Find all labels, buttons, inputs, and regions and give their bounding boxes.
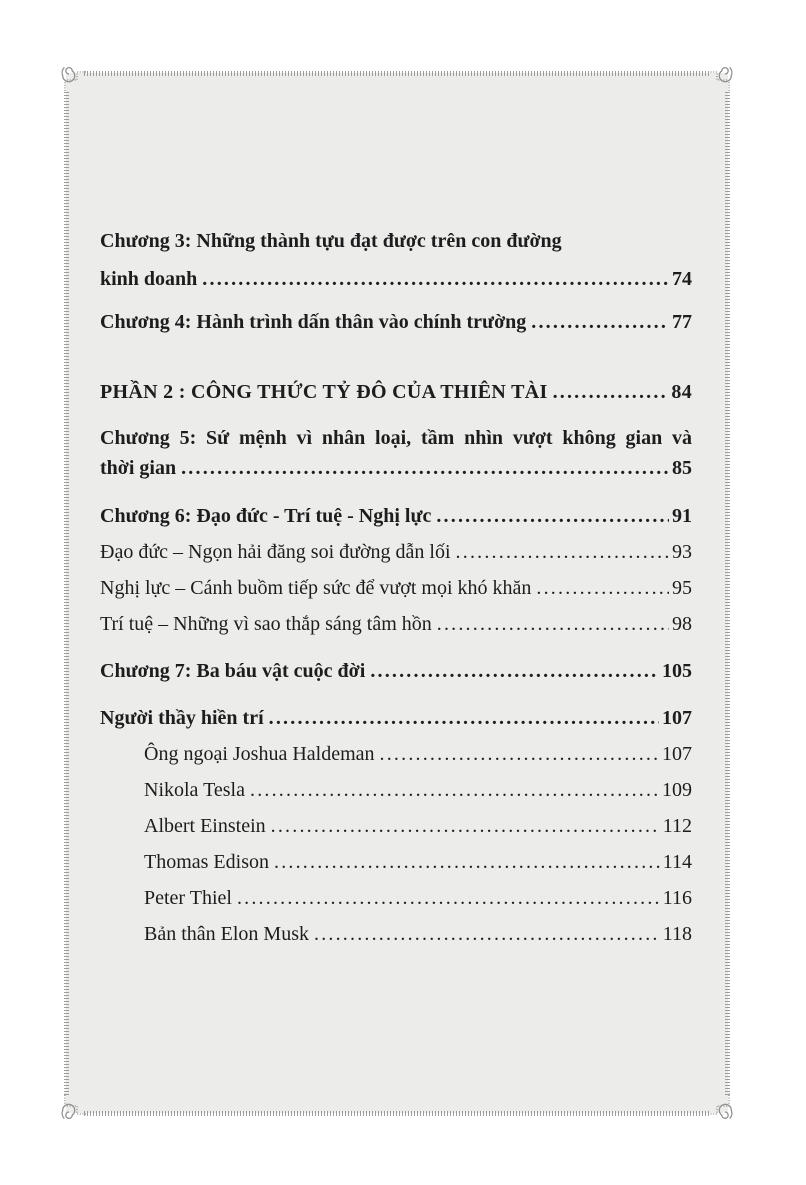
page-number: 85 (672, 457, 692, 479)
dot-leader (456, 537, 669, 567)
toc-entry-text: Đạo đức – Ngọn hải đăng soi đường dẫn lối (100, 541, 451, 563)
toc-entry-text: Thomas Edison (144, 851, 269, 873)
dot-leader (370, 656, 659, 686)
toc-entry (100, 537, 692, 567)
toc-entry-text: Người thầy hiền trí (100, 707, 264, 729)
toc-entry-text: Nghị lực – Cánh buồm tiếp sức để vượt mọi khó khăn (100, 577, 532, 599)
page-number: 116 (662, 887, 692, 909)
page-number: 84 (671, 381, 692, 403)
toc-entry-text: Chương 5: Sứ mệnh vì nhân loại, tầm nhìn vượt không gian và (100, 427, 692, 449)
toc-entry (100, 377, 692, 407)
toc-entry (100, 453, 692, 483)
toc-entry (100, 423, 692, 453)
toc-entry-text: Bản thân Elon Musk (144, 923, 309, 945)
dot-leader (314, 919, 660, 949)
toc-entry (100, 656, 692, 686)
toc-entry-text: Chương 6: Đạo đức - Trí tuệ - Nghị lực (100, 505, 432, 527)
dot-leader (181, 453, 669, 483)
dot-leader (271, 811, 660, 841)
toc-entry-text: Chương 4: Hành trình dấn thân vào chính trường (100, 311, 527, 333)
toc-entry-text: Chương 7: Ba báu vật cuộc đời (100, 660, 366, 682)
page-number: 91 (672, 505, 692, 527)
toc-entry (100, 501, 692, 531)
toc-entry-text: Chương 3: Những thành tựu đạt được trên con đường (100, 230, 562, 252)
toc-entry (100, 703, 692, 733)
page-number: 114 (662, 851, 692, 873)
toc-entry (100, 775, 692, 805)
dot-leader (436, 501, 669, 531)
toc-entry-text: Ông ngoại Joshua Haldeman (144, 743, 375, 765)
page-number: 93 (672, 541, 692, 563)
dot-leader (237, 883, 660, 913)
page-number: 109 (662, 779, 692, 801)
dot-leader (269, 703, 659, 733)
toc-entry-text: Nikola Tesla (144, 779, 245, 801)
page-frame (66, 73, 728, 1113)
page-number: 95 (672, 577, 692, 599)
page-number: 98 (672, 613, 692, 635)
toc-entry (100, 847, 692, 877)
toc-entry-text: PHẦN 2 : CÔNG THỨC TỶ ĐÔ CỦA THIÊN TÀI (100, 381, 548, 403)
toc-entry (100, 739, 692, 769)
toc-entry-text: Albert Einstein (144, 815, 266, 837)
page-number: 77 (672, 311, 692, 333)
toc-entry (100, 919, 692, 949)
toc-entry (100, 307, 692, 337)
dot-leader (531, 307, 669, 337)
toc-entry (100, 573, 692, 603)
toc-entry (100, 264, 692, 294)
toc-entry-text: Peter Thiel (144, 887, 232, 909)
toc-entry (100, 609, 692, 639)
page-number: 107 (662, 743, 692, 765)
page-number: 74 (672, 268, 692, 290)
page-number: 107 (662, 707, 692, 729)
toc-entry (100, 811, 692, 841)
toc-entry (100, 226, 692, 256)
dot-leader (274, 847, 660, 877)
dot-leader (536, 573, 669, 603)
page-number: 105 (662, 660, 692, 682)
toc-entry-text: thời gian (100, 457, 177, 479)
dot-leader (250, 775, 659, 805)
dot-leader (202, 264, 669, 294)
dot-leader (380, 739, 659, 769)
dot-leader (437, 609, 669, 639)
table-of-contents (66, 73, 728, 1113)
dot-leader (553, 377, 669, 407)
page-number: 118 (662, 923, 692, 945)
toc-entry (100, 883, 692, 913)
toc-entry-text: Trí tuệ – Những vì sao thắp sáng tâm hồn (100, 613, 432, 635)
page-number: 112 (662, 815, 692, 837)
toc-entry-text: kinh doanh (100, 268, 198, 290)
